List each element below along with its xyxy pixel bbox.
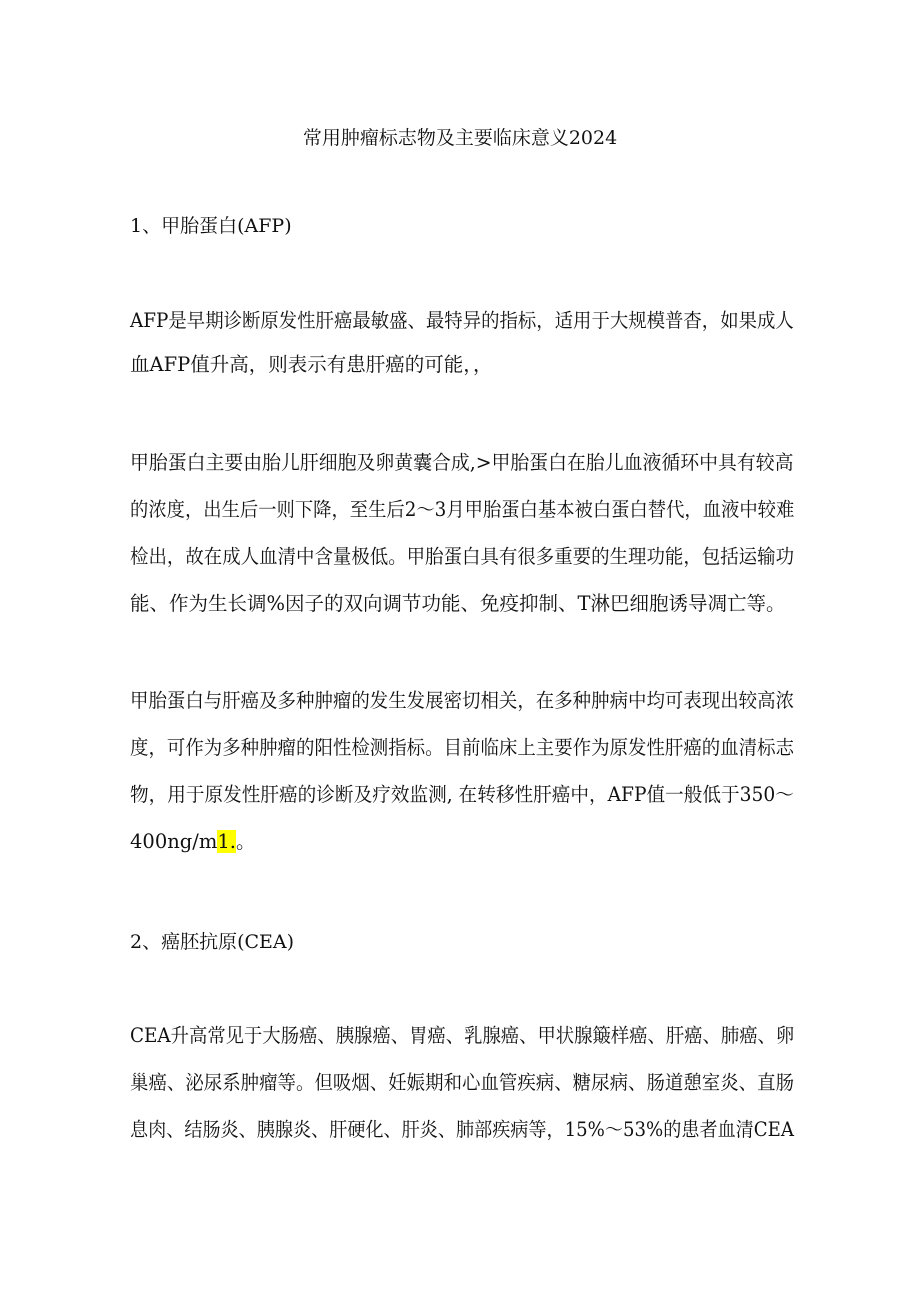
document-title: 常用肿瘤标志物及主要临床意义2024 — [302, 127, 618, 149]
highlighted-text: 1. — [217, 830, 236, 853]
paragraph-line: 巢癌、泌尿系肿瘤等。但吸烟、妊娠期和心血管疾病、糖尿病、肠道憩室炎、直肠 — [130, 1071, 795, 1094]
paragraph-line — [130, 827, 255, 857]
paragraph-line: 息肉、结肠炎、胰腺炎、肝硬化、肝炎、肺部疾病等，15%～53%的患者血清CEA — [130, 1118, 794, 1141]
paragraph-line: 的浓度，出生后一则下降，至生后2～3月甲胎蛋白基本被白蛋白替代，血液中较难 — [130, 498, 795, 521]
paragraph-line: CEA升高常见于大肠癌、胰腺癌、胃癌、乳腺癌、甲状腺簸样癌、肝癌、肺癌、卵 — [130, 1024, 795, 1047]
paragraph-line: 血AFP值升高，则表示有患肝癌的可能，， — [130, 353, 493, 376]
line-text: 。 — [235, 830, 256, 853]
paragraph-line: 物，用于原发性肝癌的诊断及疗效监测, 在转移性肝癌中，AFP值一般低于350～ — [130, 783, 794, 806]
paragraph-line: 度，可作为多种肿瘤的阳性检测指标。目前临床上主要作为原发性肝癌的血清标志 — [130, 736, 795, 759]
paragraph-line: 甲胎蛋白与肝癌及多种肿瘤的发生发展密切相关，在多种肿病中均可表现出较高浓 — [130, 689, 795, 712]
section-heading-afp: 1、甲胎蛋白(AFP) — [130, 215, 292, 237]
paragraph-line: 检出，故在成人血清中含量极低。甲胎蛋白具有很多重要的生理功能，包括运输功 — [130, 545, 795, 568]
section-heading-cea: 2、癌胚抗原(CEA) — [130, 931, 295, 953]
paragraph-line: 能、作为生长调%因子的双向调节功能、免疫抑制、T淋巴细胞诱导凋亡等。 — [130, 592, 786, 615]
paragraph-line: AFP是早期诊断原发性肝癌最敏盛、最特异的指标，适用于大规模普杳，如果成人 — [130, 309, 794, 332]
line-text: 400ng/m — [130, 830, 218, 853]
paragraph-line: 甲胎蛋白主要由胎儿肝细胞及卵黄囊合成,>甲胎蛋白在胎儿血液循环中具有较高 — [130, 451, 794, 474]
